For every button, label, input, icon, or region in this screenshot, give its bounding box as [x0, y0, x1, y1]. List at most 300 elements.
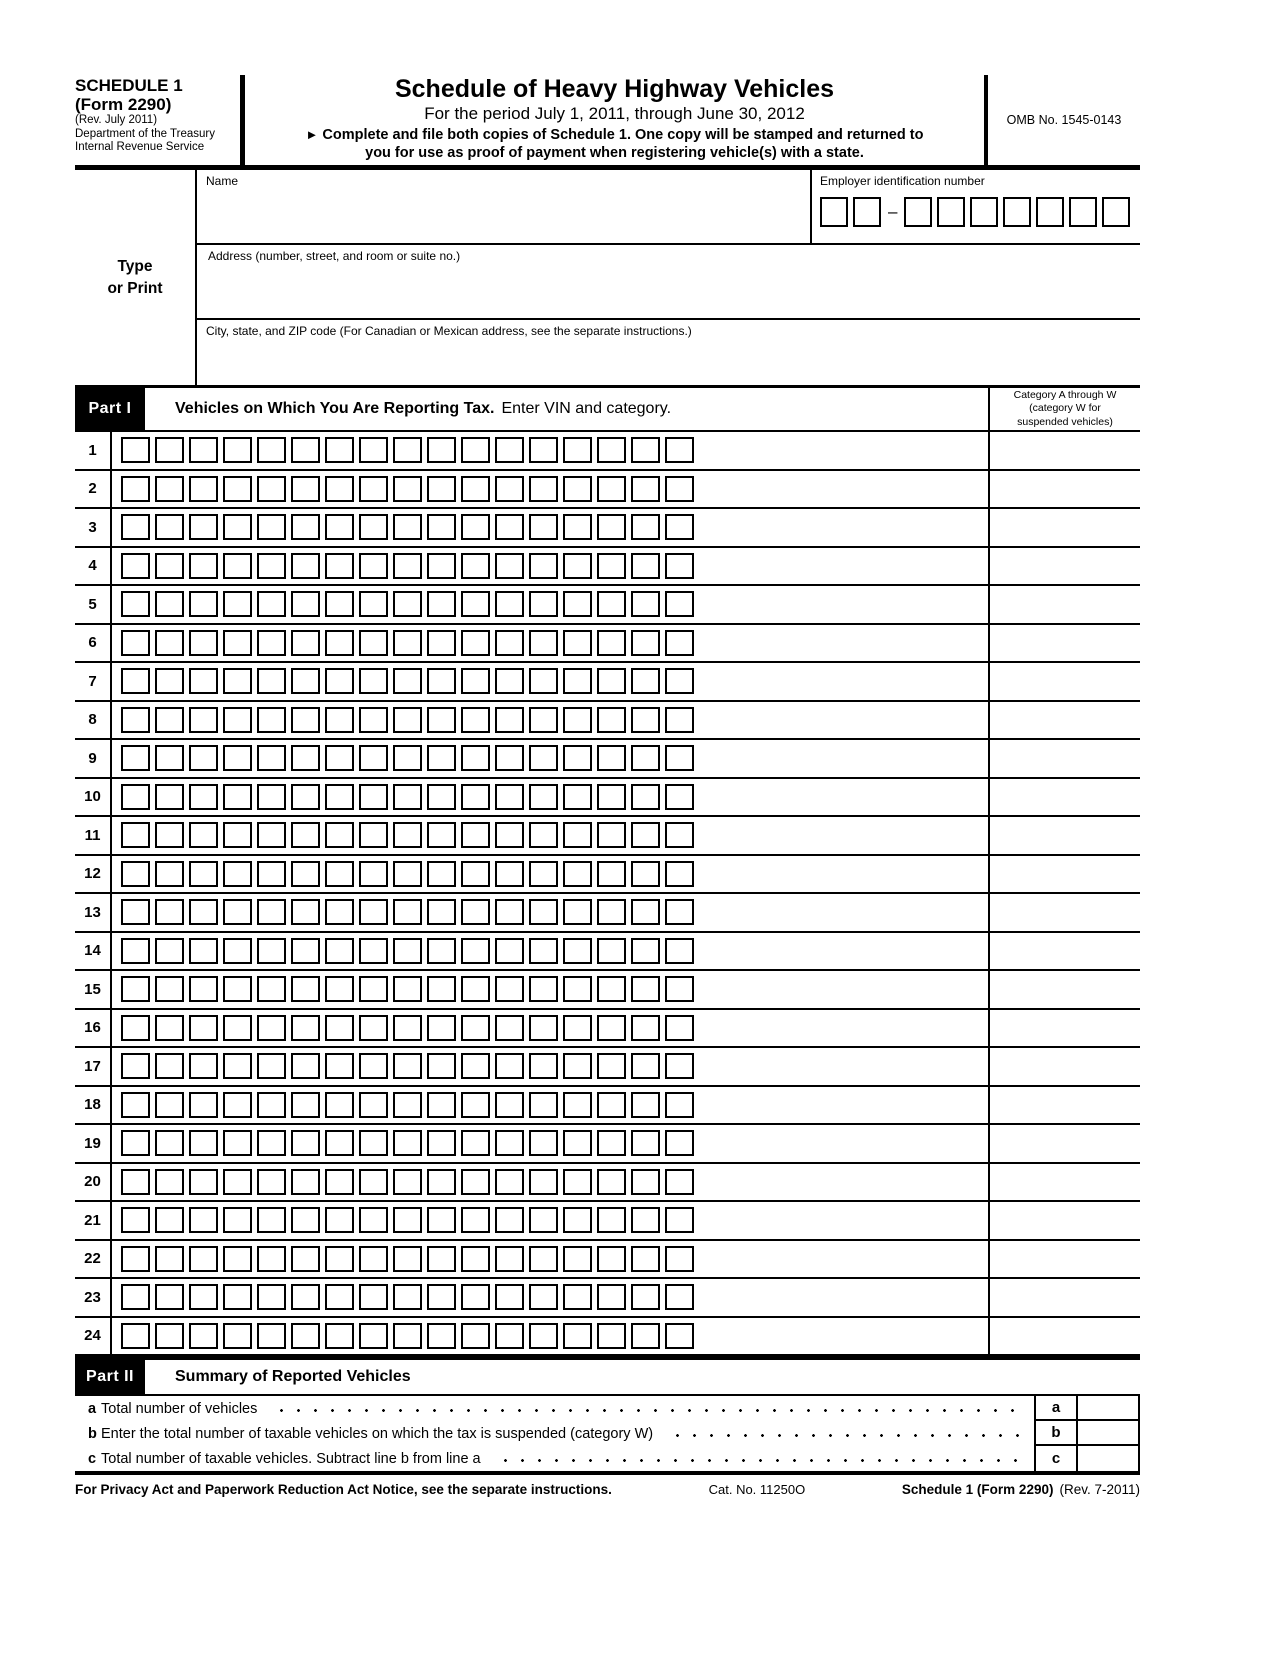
vin-char-box[interactable]: [155, 1015, 184, 1041]
vin-char-box[interactable]: [325, 1207, 354, 1233]
vin-char-box[interactable]: [393, 822, 422, 848]
category-cell[interactable]: [988, 548, 1140, 585]
vin-char-box[interactable]: [223, 1092, 252, 1118]
vin-char-box[interactable]: [359, 1207, 388, 1233]
vin-char-box[interactable]: [427, 630, 456, 656]
vin-char-box[interactable]: [121, 938, 150, 964]
category-cell[interactable]: [988, 817, 1140, 854]
vin-char-box[interactable]: [563, 1246, 592, 1272]
vin-char-box[interactable]: [189, 591, 218, 617]
vin-char-box[interactable]: [597, 861, 626, 887]
vin-char-box[interactable]: [189, 1130, 218, 1156]
vin-char-box[interactable]: [495, 745, 524, 771]
vin-char-box[interactable]: [393, 1246, 422, 1272]
vin-char-box[interactable]: [223, 668, 252, 694]
vin-char-box[interactable]: [155, 437, 184, 463]
line-value[interactable]: [1078, 1421, 1140, 1446]
vin-char-box[interactable]: [189, 707, 218, 733]
vin-char-box[interactable]: [257, 1130, 286, 1156]
vin-char-box[interactable]: [495, 822, 524, 848]
vin-char-box[interactable]: [393, 707, 422, 733]
vin-char-box[interactable]: [563, 553, 592, 579]
vin-char-box[interactable]: [121, 630, 150, 656]
category-cell[interactable]: [988, 1241, 1140, 1278]
vin-char-box[interactable]: [529, 553, 558, 579]
vin-char-box[interactable]: [291, 1246, 320, 1272]
vin-char-box[interactable]: [223, 1246, 252, 1272]
vin-char-box[interactable]: [665, 938, 694, 964]
vin-char-box[interactable]: [631, 668, 660, 694]
vin-char-box[interactable]: [257, 899, 286, 925]
vin-char-box[interactable]: [189, 1092, 218, 1118]
vin-char-box[interactable]: [257, 976, 286, 1002]
vin-char-box[interactable]: [665, 1246, 694, 1272]
vin-char-box[interactable]: [631, 938, 660, 964]
vin-char-box[interactable]: [257, 668, 286, 694]
vin-char-box[interactable]: [631, 976, 660, 1002]
category-cell[interactable]: [988, 740, 1140, 777]
vin-char-box[interactable]: [121, 1015, 150, 1041]
vin-char-box[interactable]: [631, 437, 660, 463]
vin-char-box[interactable]: [597, 514, 626, 540]
vin-char-box[interactable]: [121, 1323, 150, 1349]
category-cell[interactable]: [988, 1010, 1140, 1047]
vin-char-box[interactable]: [155, 476, 184, 502]
vin-char-box[interactable]: [461, 591, 490, 617]
vin-char-box[interactable]: [155, 1207, 184, 1233]
vin-char-box[interactable]: [631, 707, 660, 733]
vin-char-box[interactable]: [189, 1015, 218, 1041]
vin-char-box[interactable]: [495, 630, 524, 656]
vin-char-box[interactable]: [393, 899, 422, 925]
vin-char-box[interactable]: [461, 938, 490, 964]
vin-char-box[interactable]: [189, 476, 218, 502]
vin-char-box[interactable]: [597, 668, 626, 694]
vin-char-box[interactable]: [325, 1092, 354, 1118]
vin-char-box[interactable]: [631, 1207, 660, 1233]
vin-char-box[interactable]: [359, 976, 388, 1002]
vin-char-box[interactable]: [291, 1323, 320, 1349]
vin-char-box[interactable]: [631, 1130, 660, 1156]
vin-char-box[interactable]: [189, 553, 218, 579]
vin-char-box[interactable]: [529, 476, 558, 502]
vin-char-box[interactable]: [291, 976, 320, 1002]
vin-char-box[interactable]: [631, 1323, 660, 1349]
vin-char-box[interactable]: [291, 707, 320, 733]
category-cell[interactable]: [988, 933, 1140, 970]
vin-char-box[interactable]: [359, 784, 388, 810]
vin-char-box[interactable]: [393, 1207, 422, 1233]
vin-char-box[interactable]: [665, 899, 694, 925]
vin-char-box[interactable]: [155, 938, 184, 964]
ein-digit-box[interactable]: [1069, 197, 1097, 227]
vin-char-box[interactable]: [529, 707, 558, 733]
vin-char-box[interactable]: [223, 476, 252, 502]
vin-char-box[interactable]: [665, 1092, 694, 1118]
ein-digit-box[interactable]: [904, 197, 932, 227]
category-cell[interactable]: [988, 1279, 1140, 1316]
vin-char-box[interactable]: [223, 976, 252, 1002]
vin-char-box[interactable]: [155, 1130, 184, 1156]
vin-char-box[interactable]: [325, 476, 354, 502]
vin-char-box[interactable]: [631, 1015, 660, 1041]
vin-char-box[interactable]: [427, 1130, 456, 1156]
vin-char-box[interactable]: [427, 591, 456, 617]
vin-char-box[interactable]: [461, 1207, 490, 1233]
vin-char-box[interactable]: [291, 822, 320, 848]
vin-char-box[interactable]: [121, 784, 150, 810]
vin-char-box[interactable]: [631, 861, 660, 887]
vin-char-box[interactable]: [461, 861, 490, 887]
vin-char-box[interactable]: [189, 1169, 218, 1195]
vin-char-box[interactable]: [359, 938, 388, 964]
vin-char-box[interactable]: [597, 591, 626, 617]
vin-char-box[interactable]: [393, 437, 422, 463]
vin-char-box[interactable]: [325, 1130, 354, 1156]
vin-char-box[interactable]: [121, 1092, 150, 1118]
vin-char-box[interactable]: [495, 899, 524, 925]
vin-char-box[interactable]: [325, 938, 354, 964]
vin-char-box[interactable]: [393, 1323, 422, 1349]
vin-char-box[interactable]: [257, 822, 286, 848]
vin-char-box[interactable]: [461, 630, 490, 656]
vin-char-box[interactable]: [223, 822, 252, 848]
vin-char-box[interactable]: [257, 1092, 286, 1118]
vin-char-box[interactable]: [563, 1284, 592, 1310]
vin-char-box[interactable]: [155, 745, 184, 771]
vin-char-box[interactable]: [223, 1284, 252, 1310]
vin-char-box[interactable]: [597, 1207, 626, 1233]
vin-char-box[interactable]: [393, 1169, 422, 1195]
vin-char-box[interactable]: [155, 899, 184, 925]
vin-char-box[interactable]: [359, 514, 388, 540]
vin-char-box[interactable]: [495, 476, 524, 502]
vin-char-box[interactable]: [461, 1169, 490, 1195]
vin-char-box[interactable]: [563, 822, 592, 848]
vin-char-box[interactable]: [563, 1169, 592, 1195]
vin-char-box[interactable]: [325, 630, 354, 656]
vin-char-box[interactable]: [427, 938, 456, 964]
vin-char-box[interactable]: [121, 1207, 150, 1233]
vin-char-box[interactable]: [495, 514, 524, 540]
vin-char-box[interactable]: [563, 1092, 592, 1118]
category-cell[interactable]: [988, 894, 1140, 931]
vin-char-box[interactable]: [155, 1092, 184, 1118]
vin-char-box[interactable]: [291, 899, 320, 925]
vin-char-box[interactable]: [665, 630, 694, 656]
vin-char-box[interactable]: [291, 1130, 320, 1156]
vin-char-box[interactable]: [597, 784, 626, 810]
ein-digit-box[interactable]: [937, 197, 965, 227]
vin-char-box[interactable]: [359, 1130, 388, 1156]
vin-char-box[interactable]: [597, 1246, 626, 1272]
vin-char-box[interactable]: [461, 707, 490, 733]
vin-char-box[interactable]: [155, 1053, 184, 1079]
vin-char-box[interactable]: [631, 784, 660, 810]
vin-char-box[interactable]: [325, 822, 354, 848]
vin-char-box[interactable]: [597, 1169, 626, 1195]
vin-char-box[interactable]: [495, 861, 524, 887]
vin-char-box[interactable]: [563, 861, 592, 887]
vin-char-box[interactable]: [427, 745, 456, 771]
vin-char-box[interactable]: [529, 1015, 558, 1041]
vin-char-box[interactable]: [359, 899, 388, 925]
vin-char-box[interactable]: [529, 899, 558, 925]
vin-char-box[interactable]: [495, 1053, 524, 1079]
vin-char-box[interactable]: [291, 437, 320, 463]
vin-char-box[interactable]: [393, 1130, 422, 1156]
vin-char-box[interactable]: [597, 553, 626, 579]
vin-char-box[interactable]: [325, 553, 354, 579]
vin-char-box[interactable]: [461, 514, 490, 540]
vin-char-box[interactable]: [461, 1092, 490, 1118]
vin-char-box[interactable]: [461, 476, 490, 502]
category-cell[interactable]: [988, 586, 1140, 623]
vin-char-box[interactable]: [393, 1053, 422, 1079]
vin-char-box[interactable]: [257, 1207, 286, 1233]
vin-char-box[interactable]: [223, 1207, 252, 1233]
vin-char-box[interactable]: [257, 1323, 286, 1349]
vin-char-box[interactable]: [325, 745, 354, 771]
vin-char-box[interactable]: [121, 1130, 150, 1156]
vin-char-box[interactable]: [427, 1092, 456, 1118]
vin-char-box[interactable]: [461, 1015, 490, 1041]
vin-char-box[interactable]: [257, 707, 286, 733]
ein-digit-box[interactable]: [1003, 197, 1031, 227]
vin-char-box[interactable]: [597, 1323, 626, 1349]
vin-char-box[interactable]: [665, 707, 694, 733]
vin-char-box[interactable]: [121, 899, 150, 925]
vin-char-box[interactable]: [495, 1284, 524, 1310]
vin-char-box[interactable]: [189, 938, 218, 964]
vin-char-box[interactable]: [393, 784, 422, 810]
vin-char-box[interactable]: [665, 1284, 694, 1310]
vin-char-box[interactable]: [597, 745, 626, 771]
vin-char-box[interactable]: [359, 861, 388, 887]
vin-char-box[interactable]: [291, 1015, 320, 1041]
vin-char-box[interactable]: [189, 668, 218, 694]
vin-char-box[interactable]: [461, 1053, 490, 1079]
category-cell[interactable]: [988, 702, 1140, 739]
vin-char-box[interactable]: [495, 1015, 524, 1041]
vin-char-box[interactable]: [597, 976, 626, 1002]
vin-char-box[interactable]: [529, 1130, 558, 1156]
vin-char-box[interactable]: [563, 668, 592, 694]
vin-char-box[interactable]: [359, 553, 388, 579]
vin-char-box[interactable]: [155, 822, 184, 848]
vin-char-box[interactable]: [563, 630, 592, 656]
vin-char-box[interactable]: [291, 591, 320, 617]
vin-char-box[interactable]: [427, 1053, 456, 1079]
vin-char-box[interactable]: [121, 437, 150, 463]
vin-char-box[interactable]: [461, 1323, 490, 1349]
vin-char-box[interactable]: [427, 707, 456, 733]
vin-char-box[interactable]: [359, 668, 388, 694]
vin-char-box[interactable]: [223, 745, 252, 771]
vin-char-box[interactable]: [665, 668, 694, 694]
vin-char-box[interactable]: [393, 745, 422, 771]
vin-char-box[interactable]: [223, 553, 252, 579]
category-cell[interactable]: [988, 663, 1140, 700]
vin-char-box[interactable]: [427, 476, 456, 502]
vin-char-box[interactable]: [291, 861, 320, 887]
vin-char-box[interactable]: [427, 553, 456, 579]
vin-char-box[interactable]: [495, 1092, 524, 1118]
vin-char-box[interactable]: [665, 822, 694, 848]
vin-char-box[interactable]: [257, 861, 286, 887]
vin-char-box[interactable]: [291, 1169, 320, 1195]
vin-char-box[interactable]: [631, 514, 660, 540]
vin-char-box[interactable]: [121, 668, 150, 694]
vin-char-box[interactable]: [495, 784, 524, 810]
vin-char-box[interactable]: [563, 938, 592, 964]
vin-char-box[interactable]: [631, 1246, 660, 1272]
vin-char-box[interactable]: [121, 476, 150, 502]
line-value[interactable]: [1078, 1396, 1140, 1421]
vin-char-box[interactable]: [257, 553, 286, 579]
category-cell[interactable]: [988, 1087, 1140, 1124]
vin-char-box[interactable]: [223, 861, 252, 887]
vin-char-box[interactable]: [631, 745, 660, 771]
vin-char-box[interactable]: [257, 476, 286, 502]
vin-char-box[interactable]: [257, 591, 286, 617]
vin-char-box[interactable]: [529, 1246, 558, 1272]
vin-char-box[interactable]: [597, 938, 626, 964]
vin-char-box[interactable]: [121, 553, 150, 579]
vin-char-box[interactable]: [529, 745, 558, 771]
vin-char-box[interactable]: [189, 1323, 218, 1349]
vin-char-box[interactable]: [189, 745, 218, 771]
vin-char-box[interactable]: [325, 591, 354, 617]
vin-char-box[interactable]: [495, 591, 524, 617]
vin-char-box[interactable]: [257, 1053, 286, 1079]
vin-char-box[interactable]: [563, 745, 592, 771]
category-cell[interactable]: [988, 1125, 1140, 1162]
vin-char-box[interactable]: [631, 476, 660, 502]
city-field[interactable]: [197, 320, 1140, 385]
vin-char-box[interactable]: [325, 1323, 354, 1349]
vin-char-box[interactable]: [665, 784, 694, 810]
vin-char-box[interactable]: [461, 1284, 490, 1310]
ein-digit-box[interactable]: [853, 197, 881, 227]
vin-char-box[interactable]: [461, 553, 490, 579]
vin-char-box[interactable]: [631, 1169, 660, 1195]
vin-char-box[interactable]: [427, 437, 456, 463]
category-cell[interactable]: [988, 971, 1140, 1008]
vin-char-box[interactable]: [223, 1015, 252, 1041]
vin-char-box[interactable]: [359, 745, 388, 771]
vin-char-box[interactable]: [563, 1207, 592, 1233]
vin-char-box[interactable]: [257, 1246, 286, 1272]
category-cell[interactable]: [988, 1048, 1140, 1085]
vin-char-box[interactable]: [393, 668, 422, 694]
vin-char-box[interactable]: [597, 476, 626, 502]
category-cell[interactable]: [988, 779, 1140, 816]
vin-char-box[interactable]: [529, 668, 558, 694]
vin-char-box[interactable]: [359, 1169, 388, 1195]
vin-char-box[interactable]: [427, 1323, 456, 1349]
vin-char-box[interactable]: [529, 1053, 558, 1079]
vin-char-box[interactable]: [665, 1207, 694, 1233]
vin-char-box[interactable]: [121, 745, 150, 771]
vin-char-box[interactable]: [495, 938, 524, 964]
vin-char-box[interactable]: [257, 1169, 286, 1195]
vin-char-box[interactable]: [223, 899, 252, 925]
vin-char-box[interactable]: [597, 1284, 626, 1310]
vin-char-box[interactable]: [427, 784, 456, 810]
vin-char-box[interactable]: [359, 1015, 388, 1041]
vin-char-box[interactable]: [495, 1207, 524, 1233]
vin-char-box[interactable]: [155, 861, 184, 887]
vin-char-box[interactable]: [325, 1169, 354, 1195]
vin-char-box[interactable]: [563, 591, 592, 617]
vin-char-box[interactable]: [325, 514, 354, 540]
vin-char-box[interactable]: [325, 1284, 354, 1310]
vin-char-box[interactable]: [529, 861, 558, 887]
vin-char-box[interactable]: [291, 553, 320, 579]
vin-char-box[interactable]: [359, 1092, 388, 1118]
vin-char-box[interactable]: [563, 707, 592, 733]
vin-char-box[interactable]: [427, 861, 456, 887]
vin-char-box[interactable]: [427, 1246, 456, 1272]
vin-char-box[interactable]: [393, 1015, 422, 1041]
vin-char-box[interactable]: [495, 1130, 524, 1156]
vin-char-box[interactable]: [529, 437, 558, 463]
vin-char-box[interactable]: [223, 1169, 252, 1195]
vin-char-box[interactable]: [495, 553, 524, 579]
vin-char-box[interactable]: [325, 1053, 354, 1079]
vin-char-box[interactable]: [427, 1207, 456, 1233]
vin-char-box[interactable]: [291, 784, 320, 810]
ein-digit-box[interactable]: [970, 197, 998, 227]
vin-char-box[interactable]: [665, 1169, 694, 1195]
vin-char-box[interactable]: [563, 899, 592, 925]
vin-char-box[interactable]: [291, 668, 320, 694]
vin-char-box[interactable]: [121, 822, 150, 848]
vin-char-box[interactable]: [495, 437, 524, 463]
vin-char-box[interactable]: [461, 1130, 490, 1156]
vin-char-box[interactable]: [291, 938, 320, 964]
vin-char-box[interactable]: [427, 514, 456, 540]
vin-char-box[interactable]: [393, 591, 422, 617]
vin-char-box[interactable]: [631, 1092, 660, 1118]
vin-char-box[interactable]: [495, 1323, 524, 1349]
vin-char-box[interactable]: [359, 1246, 388, 1272]
vin-char-box[interactable]: [393, 1092, 422, 1118]
vin-char-box[interactable]: [461, 668, 490, 694]
vin-char-box[interactable]: [121, 707, 150, 733]
category-cell[interactable]: [988, 1164, 1140, 1201]
vin-char-box[interactable]: [529, 1092, 558, 1118]
vin-char-box[interactable]: [189, 976, 218, 1002]
vin-char-box[interactable]: [189, 822, 218, 848]
vin-char-box[interactable]: [121, 514, 150, 540]
vin-char-box[interactable]: [359, 476, 388, 502]
vin-char-box[interactable]: [597, 1053, 626, 1079]
vin-char-box[interactable]: [359, 707, 388, 733]
ein-digit-box[interactable]: [1036, 197, 1064, 227]
vin-char-box[interactable]: [393, 630, 422, 656]
vin-char-box[interactable]: [631, 630, 660, 656]
vin-char-box[interactable]: [121, 1284, 150, 1310]
vin-char-box[interactable]: [631, 899, 660, 925]
vin-char-box[interactable]: [291, 514, 320, 540]
ein-digit-box[interactable]: [1102, 197, 1130, 227]
vin-char-box[interactable]: [665, 976, 694, 1002]
vin-char-box[interactable]: [563, 1053, 592, 1079]
vin-char-box[interactable]: [223, 514, 252, 540]
vin-char-box[interactable]: [427, 1015, 456, 1041]
